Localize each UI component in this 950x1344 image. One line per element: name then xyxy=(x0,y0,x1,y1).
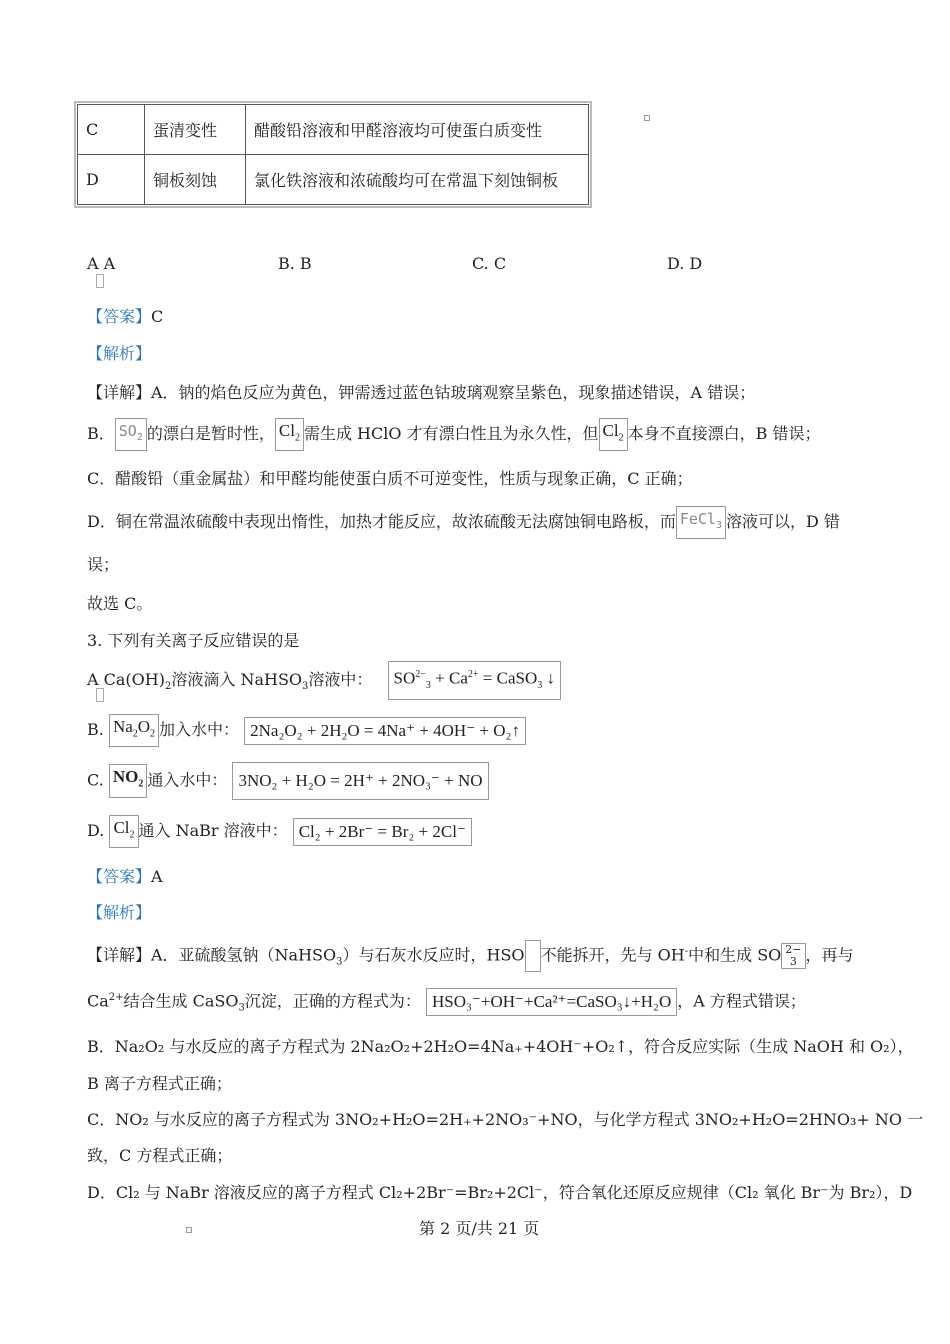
option-a-label: A Ca(OH) xyxy=(87,670,165,690)
choice-d: D. D xyxy=(667,254,703,273)
detail-a-text8: 沉淀，正确的方程式为： xyxy=(244,991,421,1011)
detail-a-text6: Ca xyxy=(87,991,109,1011)
choice-b: B. B xyxy=(278,254,312,273)
cursor-marker-icon xyxy=(96,688,104,702)
answer-value: A xyxy=(151,867,163,886)
detail-b-prefix: B． xyxy=(87,424,115,444)
detail-a-text7: 结合生成 CaSO xyxy=(123,991,239,1011)
option-d-text: 通入 NaBr 溶液中： xyxy=(138,821,288,841)
detail-a-text2: ）与石灰水反应时，HSO xyxy=(342,945,525,965)
detail-d: D．Cl₂ 与 NaBr 溶液反应的离子方程式 Cl₂+2Br⁻=Br₂+2Cl⁻，符合氧化还原反应规律（Cl₂ 氧化 Br⁻为 Br₂），D xyxy=(87,1183,913,1202)
answer-line xyxy=(87,304,163,327)
hso3-ion-image xyxy=(525,940,541,972)
table-cell: 铜板刻蚀 xyxy=(145,155,246,205)
detail-c: C．NO₂ 与水反应的离子方程式为 3NO₂+H₂O=2H₊+2NO₃⁻+NO，与化学方程式 3NO₂+H₂O=2HNO₃+ NO 一 xyxy=(87,1110,924,1129)
equation-a: $SO^{2-}_3 + Ca^{2+}$ = CaSO$_3$ ↓ xyxy=(388,661,561,700)
detail-a-text1: 【详解】A．亚硫酸氢钠（NaHSO xyxy=(87,945,337,965)
correct-equation: HSO₃⁻+OH⁻+Ca²⁺=CaSO₃↓+H₂O xyxy=(426,988,677,1016)
detail-b-cont: B 离子方程式正确； xyxy=(87,1074,232,1093)
choice-c: C. C xyxy=(472,254,507,273)
detail-d-text1: D．铜在常温浓硫酸中表现出惰性，加热才能反应，故浓硫酸无法腐蚀铜电路板，而 xyxy=(87,512,676,531)
option-c xyxy=(87,762,489,800)
option-a-text: 溶液滴入 NaHSO xyxy=(171,670,303,690)
option-a: A $Ca(OH)_2$溶液滴入 NaHSO$_3$溶液中： $SO^{2-}_3 + Ca^{2+}$ = CaSO$_3$ ↓ xyxy=(87,661,561,700)
option-d-label: D. xyxy=(87,821,105,841)
detail-a-text4: 中和生成 SO xyxy=(688,945,782,965)
table-cell: D xyxy=(78,155,145,205)
equation-b: 2Na₂O₂ + 2H₂O = 4Na⁺ + 4OH⁻ + O₂↑ xyxy=(244,717,526,745)
question-stem: 3. 下列有关离子反应错误的是 xyxy=(87,631,300,650)
detail-a-text5: ，再与 xyxy=(805,945,854,965)
table-cell: C xyxy=(78,105,145,155)
answer-tag: 【答案】 xyxy=(87,307,152,326)
cursor-marker-icon xyxy=(96,274,104,288)
cl2-formula: $Cl_2$ xyxy=(599,418,628,451)
option-b-text: 加入水中： xyxy=(159,720,240,740)
detail-d-cont: 误； xyxy=(87,555,120,574)
so2-formula: $SO_2$ xyxy=(115,418,147,451)
table-cell: 蛋清变性 xyxy=(145,105,246,155)
conclusion: 故选 C。 xyxy=(87,594,153,613)
detail-d xyxy=(87,506,840,539)
detail-b: B．Na₂O₂ 与水反应的离子方程式为 2Na₂O₂+2H₂O=4Na₊+4OH⁻+O₂↑，符合反应实际（生成 NaOH 和 O₂）， xyxy=(87,1037,914,1056)
options-table xyxy=(77,104,589,205)
anchor-marker-icon xyxy=(186,1227,192,1233)
detail-c-cont: 致，C 方程式正确； xyxy=(87,1146,233,1165)
answer-line xyxy=(87,864,163,887)
option-b xyxy=(87,714,526,747)
option-a-text2: 溶液中： xyxy=(308,670,373,690)
detail-b xyxy=(87,418,820,451)
equation-d: Cl₂ + 2Br⁻ = Br₂ + 2Cl⁻ xyxy=(293,818,472,846)
detail-a: 【详解】A．钠的焰色反应为黄色，钾需透过蓝色钴玻璃观察呈紫色，现象描述错误，A 错误； xyxy=(87,383,756,402)
choice-a: A A xyxy=(87,254,116,273)
detail-d-text2: 溶液可以，D 错 xyxy=(726,512,840,531)
na2o2-formula: $Na_2O_2$ xyxy=(109,714,159,747)
sulfite-charge-image: 2− 3 xyxy=(781,943,805,969)
analysis-tag: 【解析】 xyxy=(87,903,152,922)
equation-c: 3NO₂ + H₂O = 2H⁺ + 2NO₃⁻ + NO xyxy=(232,762,488,800)
detail-a-cont: $Ca^{2+}$结合生成 CaSO$_3$沉淀，正确的方程式为： HSO₃⁻+OH⁻+Ca²⁺=CaSO₃↓+H₂O ，A 方程式错误； xyxy=(87,988,806,1016)
table-cell: 醋酸铅溶液和甲醛溶液均可使蛋白质变性 xyxy=(246,105,589,155)
detail-a: 【详解】A．亚硫酸氢钠（NaHSO$_3$）与石灰水反应时，HSO 不能拆开，先与 OH-中和生成 SO 2− 3 ，再与 xyxy=(87,940,854,972)
detail-b-text1: 的漂白是暂时性， xyxy=(146,424,275,444)
detail-b-text2: 需生成 HClO 才有漂白性且为永久性，但 xyxy=(303,424,599,444)
analysis-tag: 【解析】 xyxy=(87,344,152,363)
table-row xyxy=(78,105,589,155)
cl2-formula: $Cl_2$ xyxy=(275,418,304,451)
detail-b-text3: 本身不直接漂白，B 错误； xyxy=(627,424,821,444)
table-cell: 氯化铁溶液和浓硫酸均可在常温下刻蚀铜板 xyxy=(246,155,589,205)
answer-tag: 【答案】 xyxy=(87,867,152,886)
option-c-label: C. xyxy=(87,770,104,790)
anchor-marker-icon xyxy=(644,115,650,121)
detail-c: C．醋酸铅（重金属盐）和甲醛均能使蛋白质不可逆变性，性质与现象正确，C 正确； xyxy=(87,469,693,488)
option-b-label: B. xyxy=(87,720,104,740)
option-d xyxy=(87,815,472,848)
no2-formula: $NO_2$ xyxy=(109,764,148,797)
detail-a-text3: 不能拆开，先与 OH xyxy=(540,945,685,965)
table-row xyxy=(78,155,589,205)
fecl3-formula: FeCl$_3$ xyxy=(676,506,726,539)
page-footer: 第 2 页/共 21 页 xyxy=(419,1219,540,1238)
option-c-text: 通入水中： xyxy=(147,770,228,790)
cl2-formula: $Cl_2$ xyxy=(109,815,138,848)
detail-a-text9: ，A 方程式错误； xyxy=(677,991,806,1011)
answer-value: C xyxy=(151,307,164,326)
